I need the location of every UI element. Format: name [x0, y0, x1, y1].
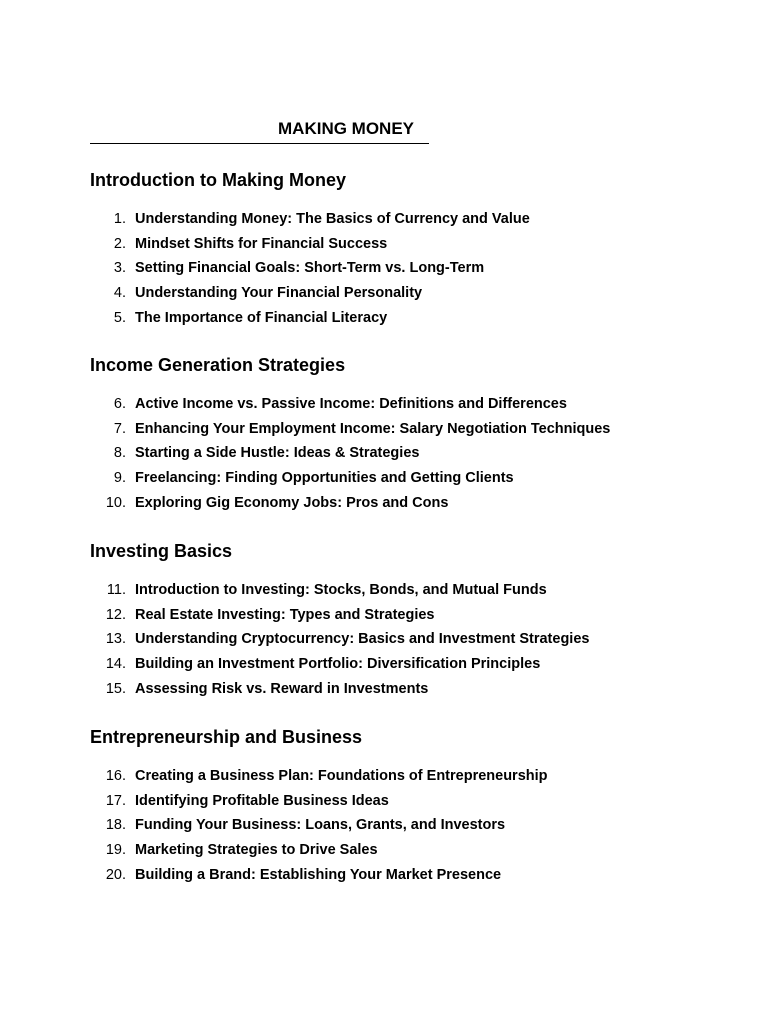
section-list [90, 580, 730, 703]
section-income-generation [90, 354, 730, 517]
list-item [90, 258, 730, 283]
item-number: 19. [105, 842, 126, 859]
item-text: Real Estate Investing: Types and Strategies [135, 606, 435, 623]
section-heading: Income Generation Strategies [90, 355, 346, 375]
page-title: MAKING MONEY [278, 119, 414, 138]
item-number: 1. [113, 211, 126, 227]
list-item [90, 209, 730, 234]
item-text: The Importance of Financial Literacy [135, 309, 388, 326]
list-item [90, 283, 730, 308]
item-number: 8. [113, 445, 126, 462]
list-item [90, 308, 730, 333]
item-text: Freelancing: Finding Opportunities and Getting Clients [135, 470, 514, 487]
section-list [90, 209, 730, 332]
item-number: 4. [113, 285, 126, 302]
item-number: 12. [105, 606, 126, 623]
item-text: Building a Brand: Establishing Your Market Presence [135, 866, 502, 883]
item-number: 14. [105, 656, 126, 673]
item-text: Setting Financial Goals: Short-Term vs. Long-Term [135, 260, 485, 277]
section-entrepreneurship [90, 726, 730, 889]
item-text: Assessing Risk vs. Reward in Investments [135, 680, 429, 697]
list-item [90, 791, 730, 816]
item-number: 17. [105, 792, 126, 809]
list-item [90, 766, 730, 791]
section-list [90, 766, 730, 889]
section-list [90, 394, 730, 517]
list-item [90, 629, 730, 654]
item-number: 6. [113, 396, 126, 412]
list-item [90, 605, 730, 630]
item-number: 5. [113, 309, 126, 326]
section-heading: Introduction to Making Money [90, 170, 346, 190]
item-text: Understanding Your Financial Personality [135, 285, 423, 302]
item-text: Identifying Profitable Business Ideas [135, 792, 389, 809]
list-item [90, 468, 730, 493]
list-item [90, 815, 730, 840]
section-heading: Investing Basics [90, 541, 233, 561]
list-item [90, 865, 730, 890]
list-item [90, 493, 730, 518]
item-text: Starting a Side Hustle: Ideas & Strategies [135, 445, 420, 462]
item-number: 10. [105, 494, 126, 511]
item-number: 13. [105, 631, 126, 648]
section-heading: Entrepreneurship and Business [90, 727, 363, 747]
section-investing-basics [90, 540, 730, 703]
item-text: Understanding Money: The Basics of Currency and Value [135, 211, 530, 227]
list-item [90, 654, 730, 679]
list-item [90, 840, 730, 865]
item-text: Exploring Gig Economy Jobs: Pros and Cons [135, 494, 449, 511]
item-number: 3. [113, 260, 126, 277]
title-underline [90, 119, 429, 144]
item-number: 9. [113, 470, 126, 487]
list-item [90, 419, 730, 444]
item-text: Introduction to Investing: Stocks, Bonds, and Mutual Funds [135, 582, 547, 598]
item-text: Funding Your Business: Loans, Grants, and Investors [135, 817, 506, 834]
item-number: 2. [113, 235, 126, 252]
item-number: 16. [105, 768, 126, 784]
item-text: Marketing Strategies to Drive Sales [135, 842, 378, 859]
item-text: Mindset Shifts for Financial Success [135, 235, 388, 252]
item-text: Active Income vs. Passive Income: Definitions and Differences [135, 396, 567, 412]
item-number: 7. [113, 420, 126, 437]
section-introduction [90, 169, 730, 332]
item-text: Enhancing Your Employment Income: Salary Negotiation Techniques [135, 420, 611, 437]
item-text: Creating a Business Plan: Foundations of Entrepreneurship [135, 768, 548, 784]
list-item [90, 394, 730, 419]
item-text: Building an Investment Portfolio: Diversification Principles [135, 656, 541, 673]
item-number: 15. [105, 680, 126, 697]
list-item [90, 580, 730, 605]
list-item [90, 679, 730, 704]
list-item [90, 443, 730, 468]
item-text: Understanding Cryptocurrency: Basics and Investment Strategies [135, 631, 590, 648]
item-number: 11. [106, 582, 126, 598]
item-number: 18. [105, 817, 126, 834]
item-number: 20. [105, 866, 126, 883]
list-item [90, 234, 730, 259]
